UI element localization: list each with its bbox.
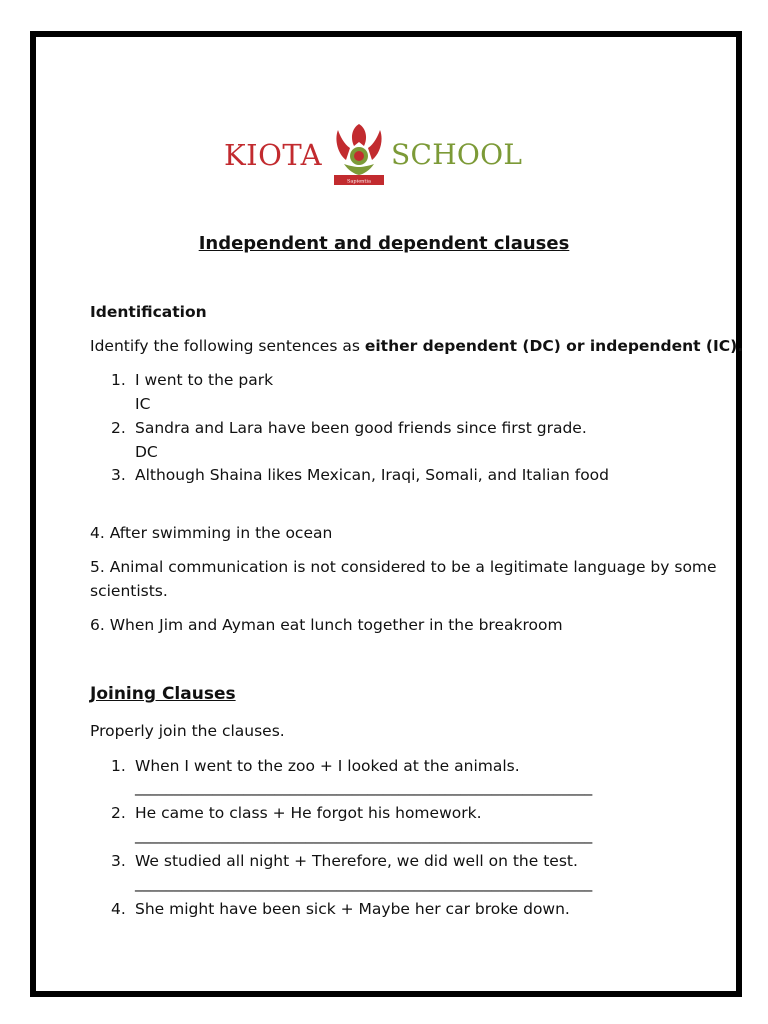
sentence-item: 5. Animal communication is not considered to be a legitimate language by some	[90, 558, 717, 576]
list-item: When I went to the zoo + I looked at the animals.	[135, 757, 520, 775]
list-number: 2.	[111, 419, 126, 437]
answer-text: DC	[135, 443, 158, 461]
identification-heading: Identification	[90, 303, 207, 321]
sentence-item-continued: scientists.	[90, 582, 168, 600]
answer-line[interactable]: ___________________________________________________________	[135, 778, 593, 796]
list-item: She might have been sick + Maybe her car broke down.	[135, 900, 570, 918]
list-item: I went to the park	[135, 371, 274, 389]
list-item: We studied all night + Therefore, we did well on the test.	[135, 852, 578, 870]
crest-icon	[328, 118, 390, 190]
list-item: Although Shaina likes Mexican, Iraqi, Somali, and Italian food	[135, 466, 609, 484]
list-number: 3.	[111, 852, 126, 870]
logo-kiota-text: KIOTA	[224, 138, 323, 172]
answer-line[interactable]: ___________________________________________________________	[135, 826, 593, 844]
list-number: 1.	[111, 757, 126, 775]
crest-ribbon-text: Sapientia	[347, 178, 371, 185]
page-title: Independent and dependent clauses	[198, 233, 570, 254]
joining-instruction: Properly join the clauses.	[90, 722, 285, 740]
joining-heading: Joining Clauses	[90, 684, 236, 704]
list-item: He came to class + He forgot his homework.	[135, 804, 482, 822]
answer-text: IC	[135, 395, 151, 413]
sentence-item: 6. When Jim and Ayman eat lunch together in the breakroom	[90, 616, 563, 634]
list-number: 1.	[111, 371, 126, 389]
answer-line[interactable]: ___________________________________________________________	[135, 874, 593, 892]
list-number: 2.	[111, 804, 126, 822]
list-number: 4.	[111, 900, 126, 918]
identification-instruction: Identify the following sentences as either dependent (DC) or independent (IC).	[90, 337, 744, 355]
list-item: Sandra and Lara have been good friends since first grade.	[135, 419, 587, 437]
school-logo	[224, 118, 524, 190]
sentence-item: 4. After swimming in the ocean	[90, 524, 333, 542]
logo-school-text: SCHOOL	[391, 138, 523, 171]
list-number: 3.	[111, 466, 126, 484]
